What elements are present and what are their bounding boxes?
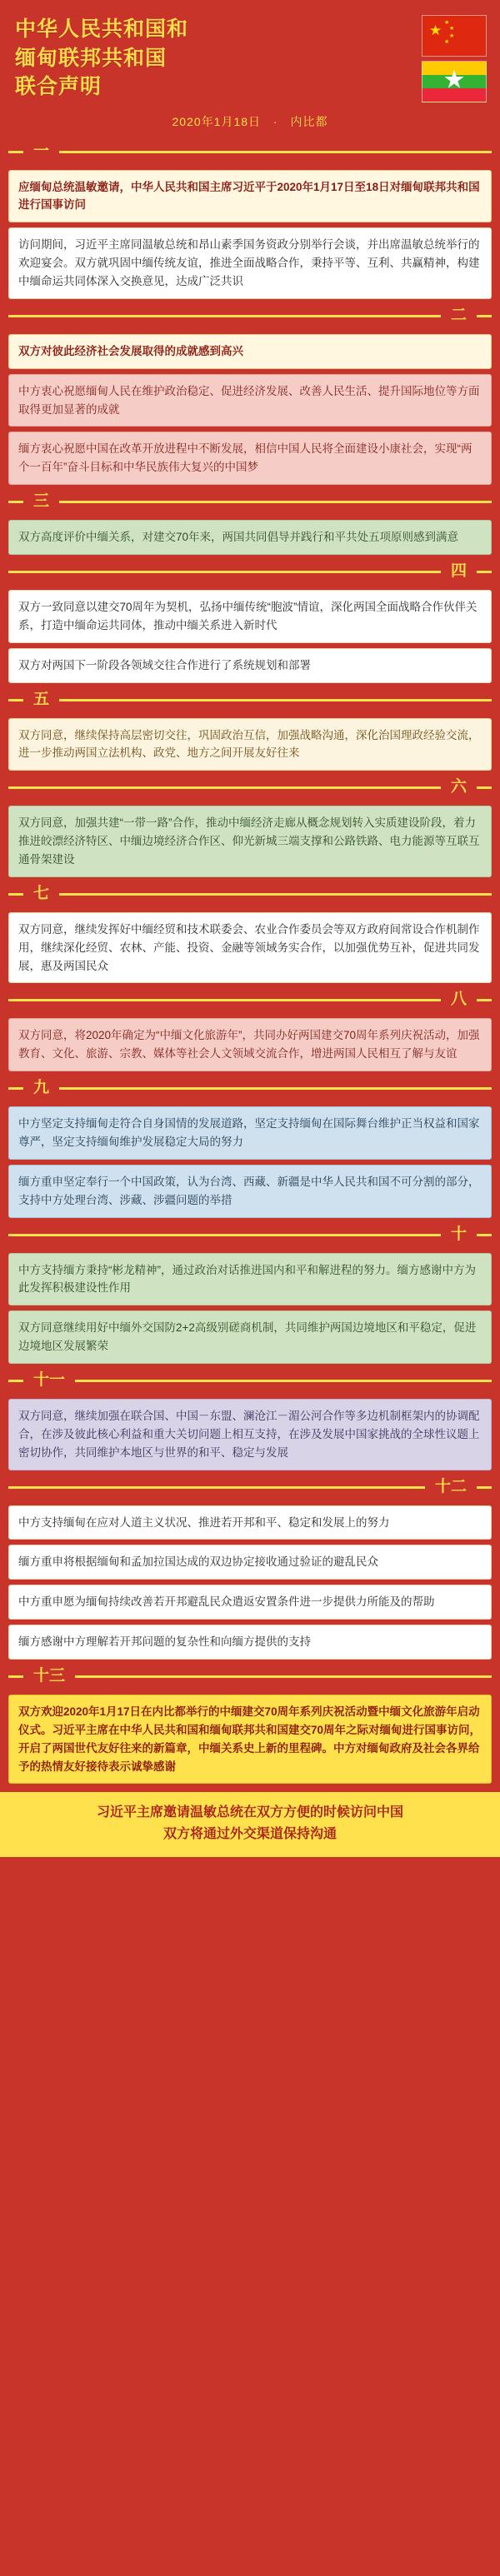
statement-card: 缅方衷心祝愿中国在改革开放进程中不断发展，相信中国人民将全面建设小康社会，实现“两个一百年”奋斗目标和中华民族伟大复兴的中国梦 [8, 432, 492, 485]
statement-card: 中方坚定支持缅甸走符合自身国情的发展道路，坚定支持缅甸在国际舞台维护正当权益和国家尊严，坚定支持缅甸维护发展稳定大局的努力 [8, 1106, 492, 1160]
section-6 [0, 776, 500, 877]
section-body [8, 912, 492, 984]
divider [8, 786, 492, 789]
statement-card: 缅方重申坚定奉行一个中国政策，认为台湾、西藏、新疆是中华人民共和国不可分割的部分，支持中方处理台湾、涉藏、涉疆问题的举措 [8, 1165, 492, 1218]
section-number: 十二 [425, 1475, 477, 1499]
section-number-rule [8, 490, 492, 515]
section-4 [0, 560, 500, 683]
statement-card: 中方支持缅方秉持“彬龙精神”，通过政治对话推进国内和平和解进程的努力。缅方感谢中方为此发挥积极建设性作用 [8, 1253, 492, 1306]
section-number: 六 [441, 776, 477, 799]
section-1 [0, 140, 500, 299]
section-number-rule [8, 1369, 492, 1394]
divider [8, 1675, 492, 1678]
page-header [0, 0, 500, 110]
section-body [8, 1018, 492, 1071]
section-number: 四 [441, 560, 477, 583]
section-number-rule [8, 776, 492, 801]
statement-card: 双方同意继续用好中缅外交国防2+2高级别磋商机制，共同维护两国边境地区和平稳定，促进边境地区发展繁荣 [8, 1310, 492, 1364]
title-line-3: 联合声明 [15, 75, 102, 98]
section-number-rule [8, 688, 492, 713]
section-12 [0, 1475, 500, 1660]
section-body [8, 1695, 492, 1784]
statement-card: 双方对两国下一阶段各领域交往合作进行了系统规划和部署 [8, 648, 492, 683]
section-2 [0, 304, 500, 485]
statement-card: 双方同意，继续加强在联合国、中国－东盟、澜沧江－湄公河合作等多边机制框架内的协调配合，在涉及彼此核心利益和重大关切问题上相互支持，在涉及发展中国家挑战的全球性议题上密切协作，共同维护本地区与世界的和平、稳定与发展 [8, 1399, 492, 1470]
statement-card: 双方同意，继续发挥好中缅经贸和技术联委会、农业合作委员会等双方政府间常设合作机制作用，继续深化经贸、农林、产能、投资、金融等领域务实合作，以加强优势互补，促进共同发展，惠及两国民众 [8, 912, 492, 984]
flag-star-small-4: ★ [444, 39, 450, 45]
section-number: 一 [23, 140, 59, 163]
statement-card: 缅方感谢中方理解若开邦问题的复杂性和向缅方提供的支持 [8, 1625, 492, 1660]
section-body [8, 1505, 492, 1660]
section-number: 十三 [23, 1665, 75, 1688]
section-body [8, 334, 492, 485]
section-body [8, 1106, 492, 1217]
section-10 [0, 1223, 500, 1364]
flag-star-small-3: ★ [449, 33, 455, 39]
section-body [8, 170, 492, 299]
statement-card: 双方同意，加强共建“一带一路”合作，推动中缅经济走廊从概念规划转入实质建设阶段，着力推进皎漂经济特区、中缅边境经济合作区、仰光新城三端支撑和公路铁路、电力能源等互联互通骨架建设 [8, 806, 492, 877]
flag-star-large: ★ [429, 22, 442, 38]
title-line-1: 中华人民共和国和 [15, 17, 189, 41]
statement-card: 访问期间，习近平主席同温敏总统和昂山素季国务资政分别举行会谈，并出席温敏总统举行的欢迎宴会。双方就巩固中缅传统友谊，推进全面战略合作，秉持平等、互利、共赢精神，构建中缅命运共同体深入交换意见，达成广泛共识 [8, 227, 492, 299]
divider [8, 893, 492, 896]
section-8 [0, 988, 500, 1071]
section-body [8, 1253, 492, 1364]
statement-card: 中方衷心祝愿缅甸人民在维护政治稳定、促进经济发展、改善人民生活、提升国际地位等方面取得更加显著的成就 [8, 374, 492, 427]
section-11 [0, 1369, 500, 1470]
section-lead: 双方对彼此经济社会发展取得的成就感到高兴 [8, 334, 492, 369]
divider [8, 501, 492, 503]
section-body [8, 718, 492, 771]
statement-card: 双方一致同意以建交70周年为契机，弘扬中缅传统“胞波”情谊，深化两国全面战略合作伙伴关系，打造中缅命运共同体，推动中缅关系进入新时代 [8, 590, 492, 643]
myanmar-flag-icon [422, 61, 487, 102]
divider [8, 999, 492, 1001]
section-13 [0, 1665, 500, 1784]
section-7 [0, 882, 500, 984]
statement-card: 中方支持缅甸在应对人道主义状况、推进若开邦和平、稳定和发展上的努力 [8, 1505, 492, 1540]
divider [8, 315, 492, 317]
statement-date: 2020年1月18日 [172, 114, 262, 128]
flags-group [422, 15, 487, 107]
section-body [8, 520, 492, 555]
statement-card: 缅方重申将根据缅甸和孟加拉国达成的双边协定接收通过验证的避乱民众 [8, 1545, 492, 1580]
section-number-rule [8, 140, 492, 165]
flag-star-small-1: ★ [444, 20, 450, 26]
divider [8, 151, 492, 153]
divider [8, 699, 492, 701]
date-place-bar [0, 110, 500, 140]
section-number: 八 [441, 988, 477, 1011]
statement-place: 内比都 [290, 114, 328, 128]
section-body [8, 1399, 492, 1470]
section-number-rule [8, 1475, 492, 1500]
section-5 [0, 688, 500, 771]
section-number: 十 [441, 1223, 477, 1246]
sections-container [0, 140, 500, 1785]
divider [8, 1380, 492, 1382]
section-lead: 应缅甸总统温敏邀请，中华人民共和国主席习近平于2020年1月17日至18日对缅甸联邦共和国进行国事访问 [8, 170, 492, 223]
section-number: 二 [441, 304, 477, 327]
divider [8, 1486, 492, 1489]
section-number: 五 [23, 688, 59, 711]
section-number-rule [8, 1665, 492, 1690]
footer-line-2: 双方将通过外交渠道保持沟通 [162, 1827, 337, 1842]
section-number-rule [8, 882, 492, 907]
footer-note [0, 1792, 500, 1856]
bottom-spacer [0, 1857, 500, 1864]
section-9 [0, 1076, 500, 1217]
separator: · [272, 114, 278, 128]
divider [8, 1234, 492, 1236]
section-number: 三 [23, 490, 59, 513]
divider [8, 1087, 492, 1090]
section-body [8, 806, 492, 877]
section-number: 九 [23, 1076, 59, 1100]
statement-card: 双方欢迎2020年1月17日在内比都举行的中缅建交70周年系列庆祝活动暨中缅文化旅游年启动仪式。习近平主席在中华人民共和国和缅甸联邦共和国建交70周年之际对缅甸进行国事访问，开启了两国世代友好往来的新篇章，中缅关系史上新的里程碑。中方对缅甸政府及社会各界给予的热情友好接待表示诚挚感谢 [8, 1695, 492, 1784]
china-flag-icon [422, 15, 487, 57]
section-number: 七 [23, 882, 59, 906]
section-number-rule [8, 1076, 492, 1101]
section-number-rule [8, 304, 492, 329]
page-title [15, 15, 307, 102]
statement-card: 双方同意，将2020年确定为“中缅文化旅游年”，共同办好两国建交70周年系列庆祝活动，加强教育、文化、旅游、宗教、媒体等社会人文领域交流合作，增进两国人民相互了解与友谊 [8, 1018, 492, 1071]
footer-line-1: 习近平主席邀请温敏总统在双方方便的时候访问中国 [96, 1805, 403, 1820]
section-number-rule [8, 1223, 492, 1248]
flag-star-small-2: ★ [449, 26, 455, 32]
title-line-2: 缅甸联邦共和国 [15, 46, 168, 70]
divider [8, 571, 492, 573]
section-3 [0, 490, 500, 555]
statement-card: 中方重申愿为缅甸持续改善若开邦避乱民众遣返安置条件进一步提供力所能及的帮助 [8, 1585, 492, 1620]
section-number-rule [8, 560, 492, 585]
flag-star-white: ★ [442, 66, 466, 94]
statement-card: 双方同意，继续保持高层密切交往，巩固政治互信，加强战略沟通，深化治国理政经验交流，进一步推动两国立法机构、政党、地方之间开展友好往来 [8, 718, 492, 771]
statement-card: 双方高度评价中缅关系，对建交70年来，两国共同倡导并践行和平共处五项原则感到满意 [8, 520, 492, 555]
section-body [8, 590, 492, 683]
section-number: 十一 [23, 1369, 75, 1392]
section-number-rule [8, 988, 492, 1013]
